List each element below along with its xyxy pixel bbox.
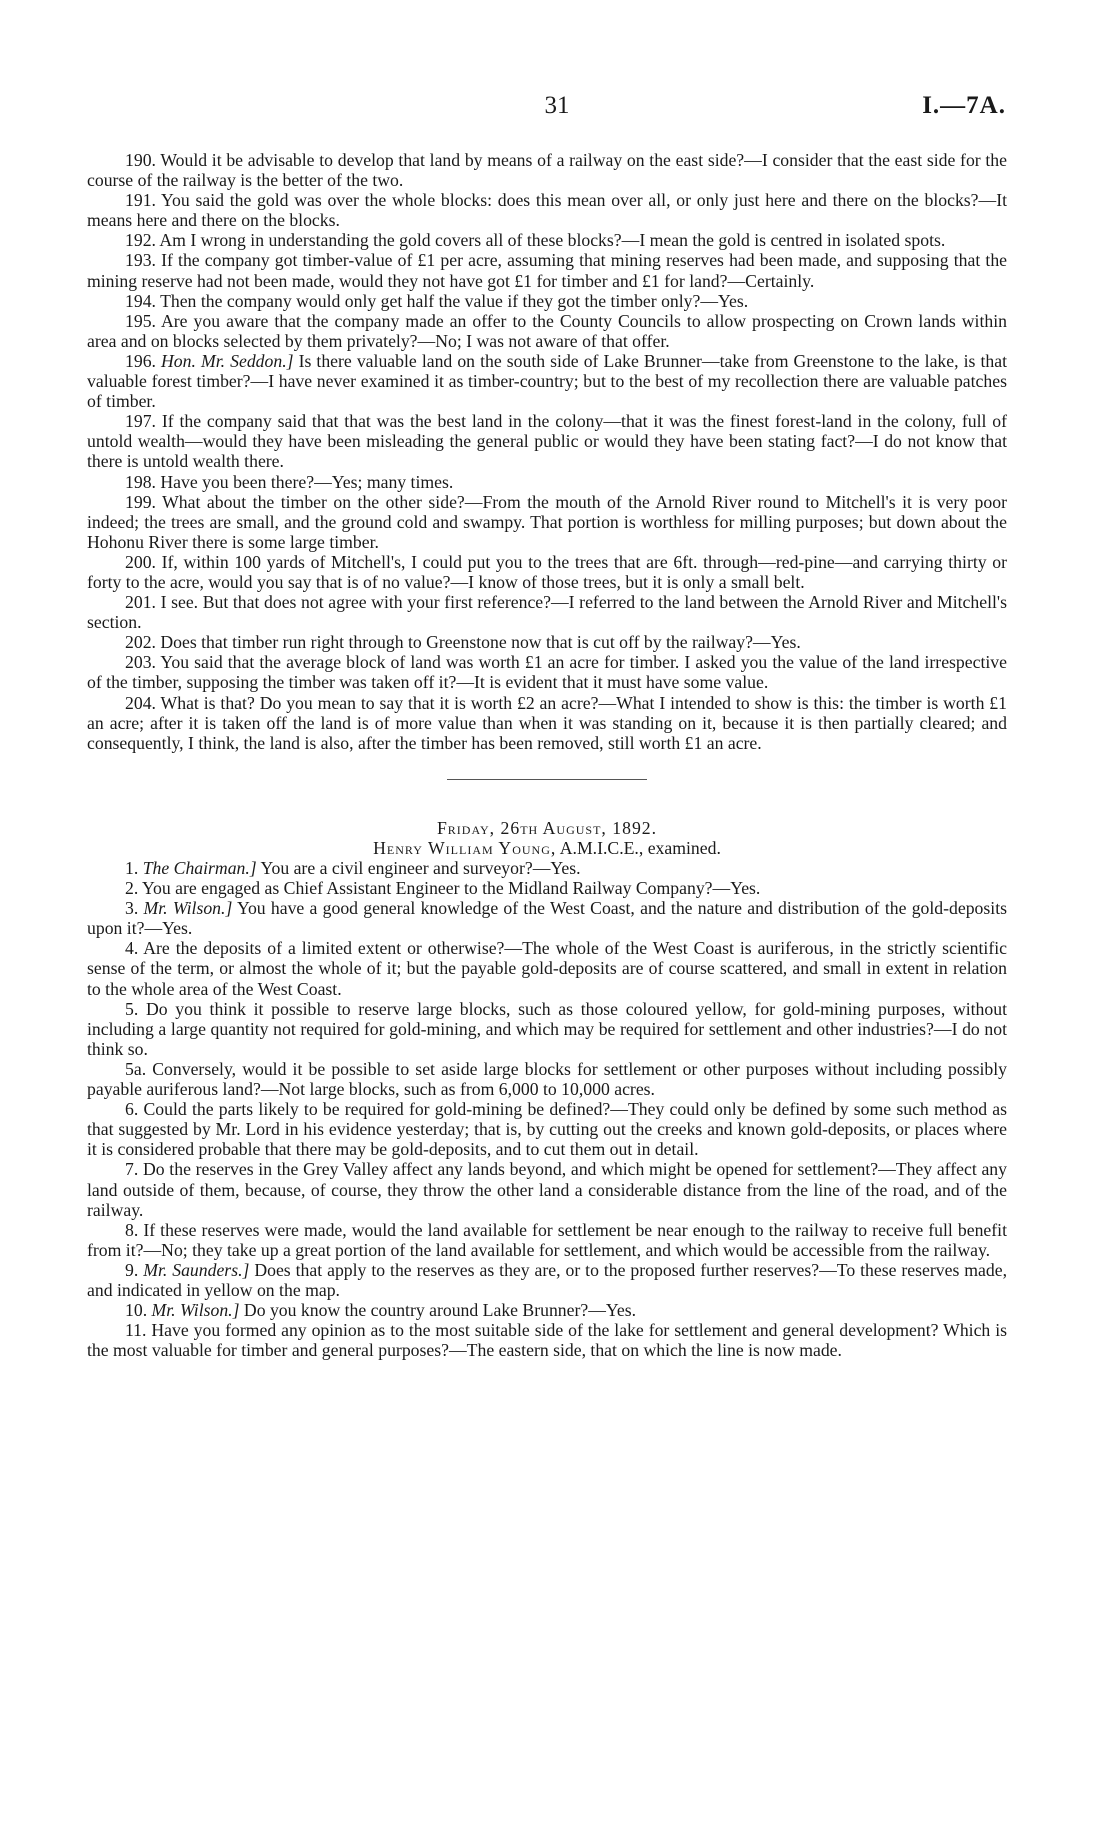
question-number: 3. [125, 898, 139, 919]
question-paragraph [87, 472, 1007, 492]
question-paragraph [87, 492, 1007, 552]
question-paragraph [87, 632, 1007, 652]
question-number: 8. [125, 1219, 139, 1240]
question-text: Does that apply to the reserves as they are, or to the proposed further reserves?—To these reserves made, and indicated in yellow on the map. [87, 1259, 1008, 1300]
question-number: 196. [125, 350, 156, 371]
question-text: Have you formed any opinion as to the most suitable side of the lake for settlement and general development? Which is the most valuable for timber and general purposes?—The eastern side, that on which the line is now made. [87, 1320, 1007, 1361]
question-paragraph [87, 878, 1007, 898]
question-number: 7. [125, 1159, 139, 1180]
question-number: 194. [125, 290, 156, 311]
question-text: Does that timber run right through to Greenstone now that is cut off by the railway?—Yes. [160, 632, 801, 653]
question-text: Are you aware that the company made an offer to the County Councils to allow prospecting on Crown lands within area and on blocks selected by them privately?—No; I was not aware of that offer. [87, 310, 1007, 351]
question-paragraph [87, 1300, 1007, 1320]
question-number: 9. [125, 1259, 139, 1280]
question-text: Then the company would only get half the value if they got the timber only?—Yes. [160, 290, 749, 311]
question-number: 2. [125, 878, 139, 899]
question-text: If the company got timber-value of £1 per acre, assuming that mining reserves had been made, and supposing that the mining reserve had not been made, would they not have got £1 for timber and £1 for land?—Certainly. [87, 250, 1008, 291]
question-paragraph [87, 652, 1007, 692]
question-number: 190. [125, 150, 156, 170]
question-paragraph [87, 552, 1007, 592]
question-paragraph [87, 1260, 1007, 1300]
question-text: If, within 100 yards of Mitchell's, I could put you to the trees that are 6ft. through—red-pine—and carrying thirty or forty to the acre, would you say that is of no value?—I know of those trees, but it is only a small belt. [87, 551, 1007, 592]
question-text: Could the parts likely to be required for gold-mining be defined?—They could only be defined by some such method as that suggested by Mr. Lord in his evidence yesterday; that is, by cutting out the creeks and known gold-deposits, or places where it is considered probable that there may be gold-deposits, and to cut them out in detail. [87, 1099, 1008, 1160]
question-paragraph [87, 411, 1007, 471]
question-paragraph [87, 291, 1007, 311]
question-number: 199. [125, 491, 156, 512]
witness-name: Henry William Young, [373, 837, 557, 858]
question-paragraph [87, 592, 1007, 632]
question-paragraph [87, 250, 1007, 290]
question-number: 192. [125, 230, 156, 251]
question-paragraph [87, 351, 1007, 411]
question-number: 10. [125, 1300, 148, 1321]
speaker-name: The Chairman.] [142, 858, 257, 878]
question-paragraph [87, 1159, 1007, 1219]
question-paragraph [87, 190, 1007, 230]
question-text: You are a civil engineer and surveyor?—Yes. [260, 858, 581, 878]
question-number: 202. [125, 632, 156, 653]
question-number: 5. [125, 998, 139, 1019]
question-paragraph [87, 1059, 1007, 1099]
question-text: You said the gold was over the whole blocks: does this mean over all, or only just here and there on the blocks?—It means here and there on the blocks. [87, 190, 1008, 231]
question-text: If the company said that that was the best land in the colony—that it was the finest forest-land in the colony, full of untold wealth—would they have been misleading the general public or would they have been stating fact?—I do not know that there is untold wealth there. [87, 411, 1008, 472]
question-text: Conversely, would it be possible to set aside large blocks for settlement or other purposes without including possibly payable auriferous land?—Not large blocks, such as from 6,000 to 10,000 acres. [87, 1058, 1007, 1100]
question-paragraph [87, 230, 1007, 250]
question-paragraph [87, 938, 1007, 998]
question-text: Am I wrong in understanding the gold covers all of these blocks?—I mean the gold is centred in isolated spots. [159, 230, 946, 251]
question-paragraph [87, 150, 1007, 190]
question-text: Would it be advisable to develop that land by means of a railway on the east side?—I consider that the east side for the course of the railway is the better of the two. [87, 150, 1008, 191]
question-number: 204. [125, 692, 156, 713]
question-number: 5a. [125, 1058, 147, 1079]
question-paragraph [87, 311, 1007, 351]
question-paragraph [87, 1099, 1007, 1159]
question-text: Do you think it possible to reserve large blocks, such as those coloured yellow, for gold-mining purposes, without including a large quantity not required for gold-mining, and which may be required for settlement and other industries?—I do not think so. [87, 998, 1007, 1059]
question-number: 195. [125, 310, 156, 331]
session-date: Friday, 26th August, 1892. [436, 817, 658, 838]
question-text: You are engaged as Chief Assistant Engineer to the Midland Railway Company?—Yes. [142, 878, 761, 899]
witness-heading [87, 838, 1007, 858]
question-text: Do the reserves in the Grey Valley affect any lands beyond, and which might be opened for settlement?—They affect any land outside of them, because, of course, they throw the other land a considerable distance from the line of the road, and of the railway. [87, 1159, 1007, 1220]
question-text: Do you know the country around Lake Brunner?—Yes. [243, 1300, 637, 1321]
page-header [0, 92, 1114, 122]
question-paragraph [87, 693, 1007, 753]
question-text: You said that the average block of land was worth £1 an acre for timber. I asked you the value of the land irrespective of the timber, supposing the timber was taken off it?—It is evident that it must have some value. [87, 652, 1007, 693]
question-number: 6. [125, 1099, 139, 1120]
document-body [87, 150, 1007, 1360]
speaker-name: Mr. Wilson.] [143, 898, 233, 919]
question-text: Have you been there?—Yes; many times. [160, 471, 454, 492]
witness-credentials: A.M.I.C.E., examined. [559, 837, 721, 858]
question-number: 200. [125, 551, 156, 572]
speaker-name: Hon. Mr. Seddon.] [161, 350, 294, 371]
question-text: Is there valuable land on the south side of Lake Brunner—take from Greenstone to the lake, is that valuable forest timber?—I have never examined it as timber-country; but to the best of my recollection there are valuable patches of timber. [87, 350, 1008, 412]
question-number: 193. [125, 250, 156, 271]
question-number: 11. [125, 1320, 147, 1341]
document-reference: I.—7A. [922, 92, 1006, 119]
question-text: You have a good general knowledge of the West Coast, and the nature and distribution of the gold-deposits upon it?—Yes. [87, 898, 1008, 939]
evidence-section-1 [87, 150, 1007, 753]
question-number: 4. [125, 938, 139, 959]
page-number: 31 [544, 92, 570, 119]
speaker-name: Mr. Wilson.] [151, 1300, 240, 1321]
question-paragraph [87, 1320, 1007, 1360]
question-text: I see. But that does not agree with your first reference?—I referred to the land between the Arnold River and Mitchell's section. [87, 592, 1007, 633]
question-paragraph [87, 1220, 1007, 1260]
question-number: 201. [125, 592, 156, 613]
question-paragraph [87, 999, 1007, 1059]
section-divider [447, 779, 647, 780]
question-number: 203. [125, 652, 156, 673]
question-text: Are the deposits of a limited extent or otherwise?—The whole of the West Coast is auriferous, in the strictly scientific sense of the term, or almost the whole of it; but the payable gold-deposits are of course scattered, and small in extent in relation to the whole area of the West Coast. [87, 938, 1007, 999]
question-number: 1. [125, 858, 139, 878]
question-paragraph [87, 858, 1007, 878]
evidence-section-2 [87, 858, 1007, 1360]
question-number: 197. [125, 411, 156, 432]
question-number: 198. [125, 471, 156, 492]
question-number: 191. [125, 190, 156, 211]
question-text: If these reserves were made, would the land available for settlement be near enough to the railway to receive full benefit from it?—No; they take up a great portion of the land available for settlement, and which would be accessible from the railway. [87, 1219, 1008, 1260]
question-text: What about the timber on the other side?—From the mouth of the Arnold River round to Mitchell's it is very poor indeed; the trees are small, and the ground cold and swampy. That portion is worthless for milling purposes; but down about the Hohonu River there is some large timber. [87, 491, 1007, 552]
speaker-name: Mr. Saunders.] [143, 1259, 250, 1280]
question-paragraph [87, 898, 1007, 938]
question-text: What is that? Do you mean to say that it is worth £2 an acre?—What I intended to show is this: the timber is worth £1 an acre; after it is taken off the land is of more value than when it was standing on it, because it is then partially cleared; and consequently, I think, the land is also, after the timber has been removed, still worth £1 an acre. [87, 692, 1007, 753]
